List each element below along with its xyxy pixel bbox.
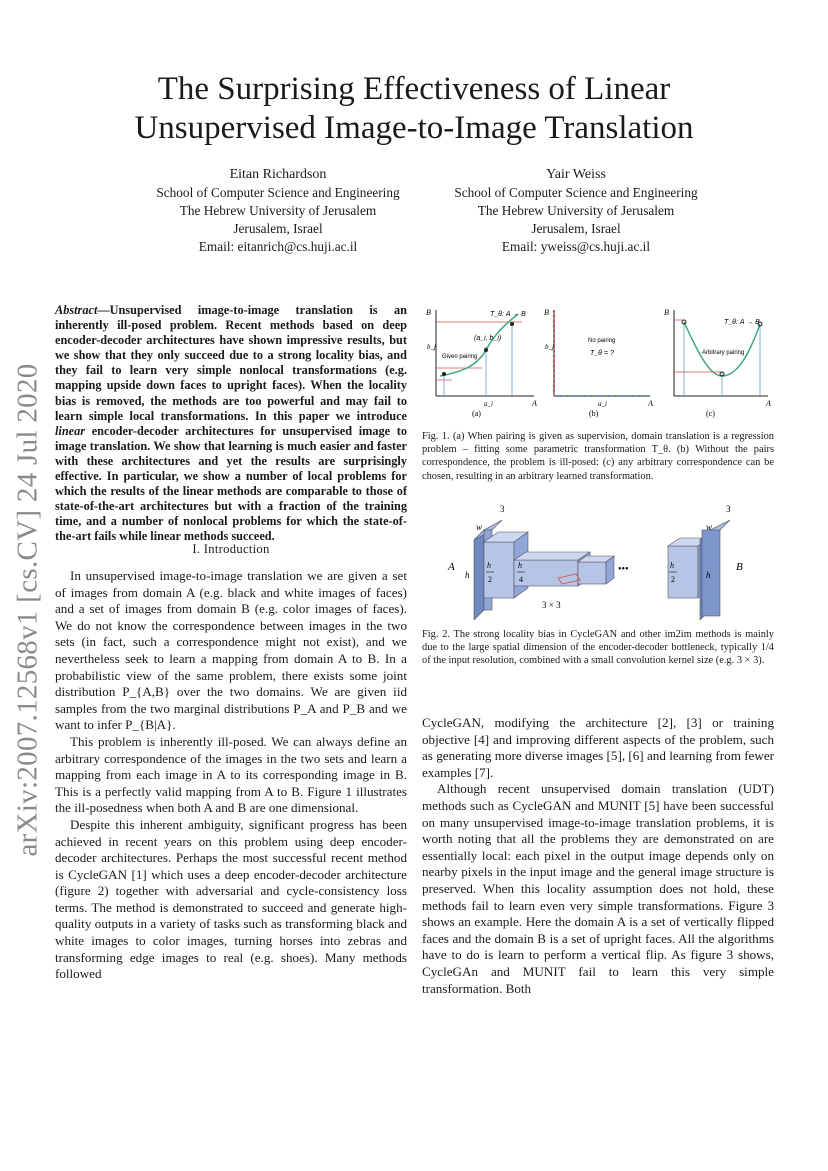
author-city: Jerusalem, Israel [233,221,323,236]
output-block [700,520,730,620]
abstract-label: Abstract [55,303,98,317]
author-university: The Hebrew University of Jerusalem [179,203,377,218]
label-T-unknown: T_θ = ? [590,350,614,357]
label-kernel-size: 3 × 3 [542,600,561,610]
fit-curve [440,314,518,376]
label-h4-num: h [518,561,522,570]
label-no-pairing: No pairing [588,338,616,344]
abstract-text-2: encoder-decoder architectures for unsupervised image to image translation. We show that learning is much easier and faster with these architectures and yet the results are surprisingly effective. In particular, we show a number of local problems for which the results of the linear methods are comparable to those of state-of-the-art architectures but with a fraction of the training time, and a number of nonlocal problems for which the state-of-the-art fails while linear methods succeed. [55,423,407,544]
label-h2-den-dec: 2 [671,575,675,584]
right-paragraph-2: Although recent unsupervised domain translation (UDT) methods such as CycleGAN and MUNIT [5] have been successful on many unsupervised image-to-image translation problems, it is worth noting that all the problems they are demonstrated on are essentially local: each pixel in the output image depends only on nearby pixels in the input image and the general image structure is preserved. When this locality assumption does not hold, these methods fail to learn even very simple transformations. Figure 3 shows an example. Here the domain A is a set of vertically flipped faces and the domain B is a set of upright faces. All the algorithms have to do is learn to perform a vertical flip. As figure 3 shows, CycleGAn and MUNIT fail to learn this very simple transformation. Both [422,781,774,996]
author-block-2 [426,166,726,256]
label-h-out: h [706,570,711,580]
data-point [442,372,446,376]
title-line-2: Unsupervised Image-to-Image Translation [134,110,694,146]
label-T: T_θ: A → B [490,311,526,318]
abstract [55,303,407,545]
label-h2-den: 2 [488,575,492,584]
data-point [510,322,514,326]
tick-bj: b_j [427,343,436,351]
author-email[interactable]: Email: eitanrich@cs.huji.ac.il [198,239,358,254]
label-domain-B: B [736,561,743,573]
axis-label-A: A [648,399,653,408]
label-w: w [476,522,483,532]
figure-1 [422,302,782,420]
author-dept: School of Computer Science and Engineering [454,185,698,200]
intro-paragraph-2: This problem is inherently ill-posed. We can always define an arbitrary correspondence of the images in the two sets and learn a mapping from each image in A to its corresponding image in B. This is a perfectly valid mapping from A to B. Figure 1 illustrates the ill-posedness when both A and B are one dimensional. [55,733,407,816]
label-given: Given pairing [442,354,478,360]
figure-2 [440,500,780,620]
axis-label-A: A [766,399,771,408]
right-paragraph-1: CycleGAN, modifying the architecture [2], [3] or training objective [4] and improving different aspects of the problem, such as generating more diverse images [5], [6] and learning from fewer examples [7]. [422,715,774,780]
arxiv-stamp [8,350,48,870]
data-point [484,348,488,352]
label-w-out: w [706,522,713,532]
label-h: h [465,570,470,580]
fig1-panel-c [664,308,771,418]
intro-column [55,568,407,983]
subfig-c: (c) [706,409,715,418]
author-university: The Hebrew University of Jerusalem [477,203,675,218]
fig1-panel-a [426,308,537,418]
section-heading: I. Introduction [192,542,270,556]
figure-1-caption: Fig. 1. (a) When pairing is given as supervision, domain translation is a regression problem – fitting some parametric transformation T_θ. (b) Without the pairs correspondence, the problem is ill-posed: (c) any arbitrary correspondence can be chosen, resulting in an arbitrary learned transformation. [422,431,774,482]
bottleneck-block [578,556,614,584]
tick-bj: b_j [545,343,554,351]
abstract-text-1: —Unsupervised image-to-image translation is an inherently ill-posed problem. Recent methods based on deep encoder-decoder architectures have shown impressive results, but we show that they only succeed due to a strong locality bias, and they fail to learn very simple nonlocal transformations (e.g. mapping upside down faces to upright faces). When the locality bias is removed, the methods are too powerful and may fail to learn simple local transformations. In this paper we introduce [55,303,407,423]
abstract-emphasis: linear [55,423,86,438]
intro-paragraph-1: In unsupervised image-to-image translation we are given a set of images from domain A (e.g. black and white images of faces) and a set of images from domain B (e.g. color images of faces). We do not know the correspondence between images in the two sets (in fact, such a correspondence might not exist), and we nevertheless seek to learn a mapping from domain A to B. In a probabilistic view of the same problem, there exists some joint distribution P_{A,B} over the two domains. We are given iid samples from the two marginal distributions P_A and P_B and we want to infer P_{B|A}. [55,568,407,733]
tick-ai: a_i [484,400,493,408]
label-T: T_θ: A → B [724,319,760,326]
arxiv-stamp-text: arXiv:2007.12568v1 [cs.CV] 24 Jul 2020 [11,363,44,857]
label-h2-num: h [487,561,491,570]
title-line-1: The Surprising Effectiveness of Linear [157,71,671,107]
subfig-b: (b) [589,409,599,418]
label-arbitrary: Arbitrary pairing [702,350,745,356]
paper-title [0,70,828,148]
label-channels-out: 3 [726,504,731,514]
subfig-a: (a) [472,409,481,418]
label-h2-num-dec: h [670,561,674,570]
label-h4-den: 4 [519,575,523,584]
author-email[interactable]: Email: yweiss@cs.huji.ac.il [501,239,651,254]
ellipsis-dots: ••• [618,564,629,575]
arbitrary-curve [684,322,760,376]
axis-label-A: A [532,399,537,408]
author-name: Eitan Richardson [229,167,327,182]
right-column-body [422,715,774,997]
axis-label-B: B [664,308,669,317]
label-domain-A: A [448,561,455,573]
intro-paragraph-3: Despite this inherent ambiguity, significant progress has been achieved in recent years on this problem using deep encoder-decoder architectures. Perhaps the most successful recent method is CycleGAN [1] which uses a deep encoder-decoder architecture (figure 2) together with adversarial and cycle-consistency loss terms. The method is demonstrated to succeed and generate high-quality outputs in a variety of tasks such as transforming black and white images to color images, turning horses into zebras and transforming edge images to real (e.g. shoes). Many methods followed [55,816,407,982]
tick-ai: a_i [598,400,607,408]
label-channels: 3 [500,504,505,514]
author-block-1 [128,166,428,256]
figure-2-caption: Fig. 2. The strong locality bias in CycleGAN and other im2im methods is mainly due to the large spatial dimension of the encoder-decoder bottleneck, typically 1/4 of the input resolution, combined with a small convolution kernel size (e.g. 3 × 3). [422,629,774,667]
fig1-panel-b [544,308,653,418]
axis-label-B: B [544,308,549,317]
author-city: Jerusalem, Israel [531,221,621,236]
axis-label-B: B [426,308,431,317]
author-dept: School of Computer Science and Engineering [156,185,400,200]
author-name: Yair Weiss [546,167,606,182]
label-pair: (a_i, b_i) [474,335,502,342]
